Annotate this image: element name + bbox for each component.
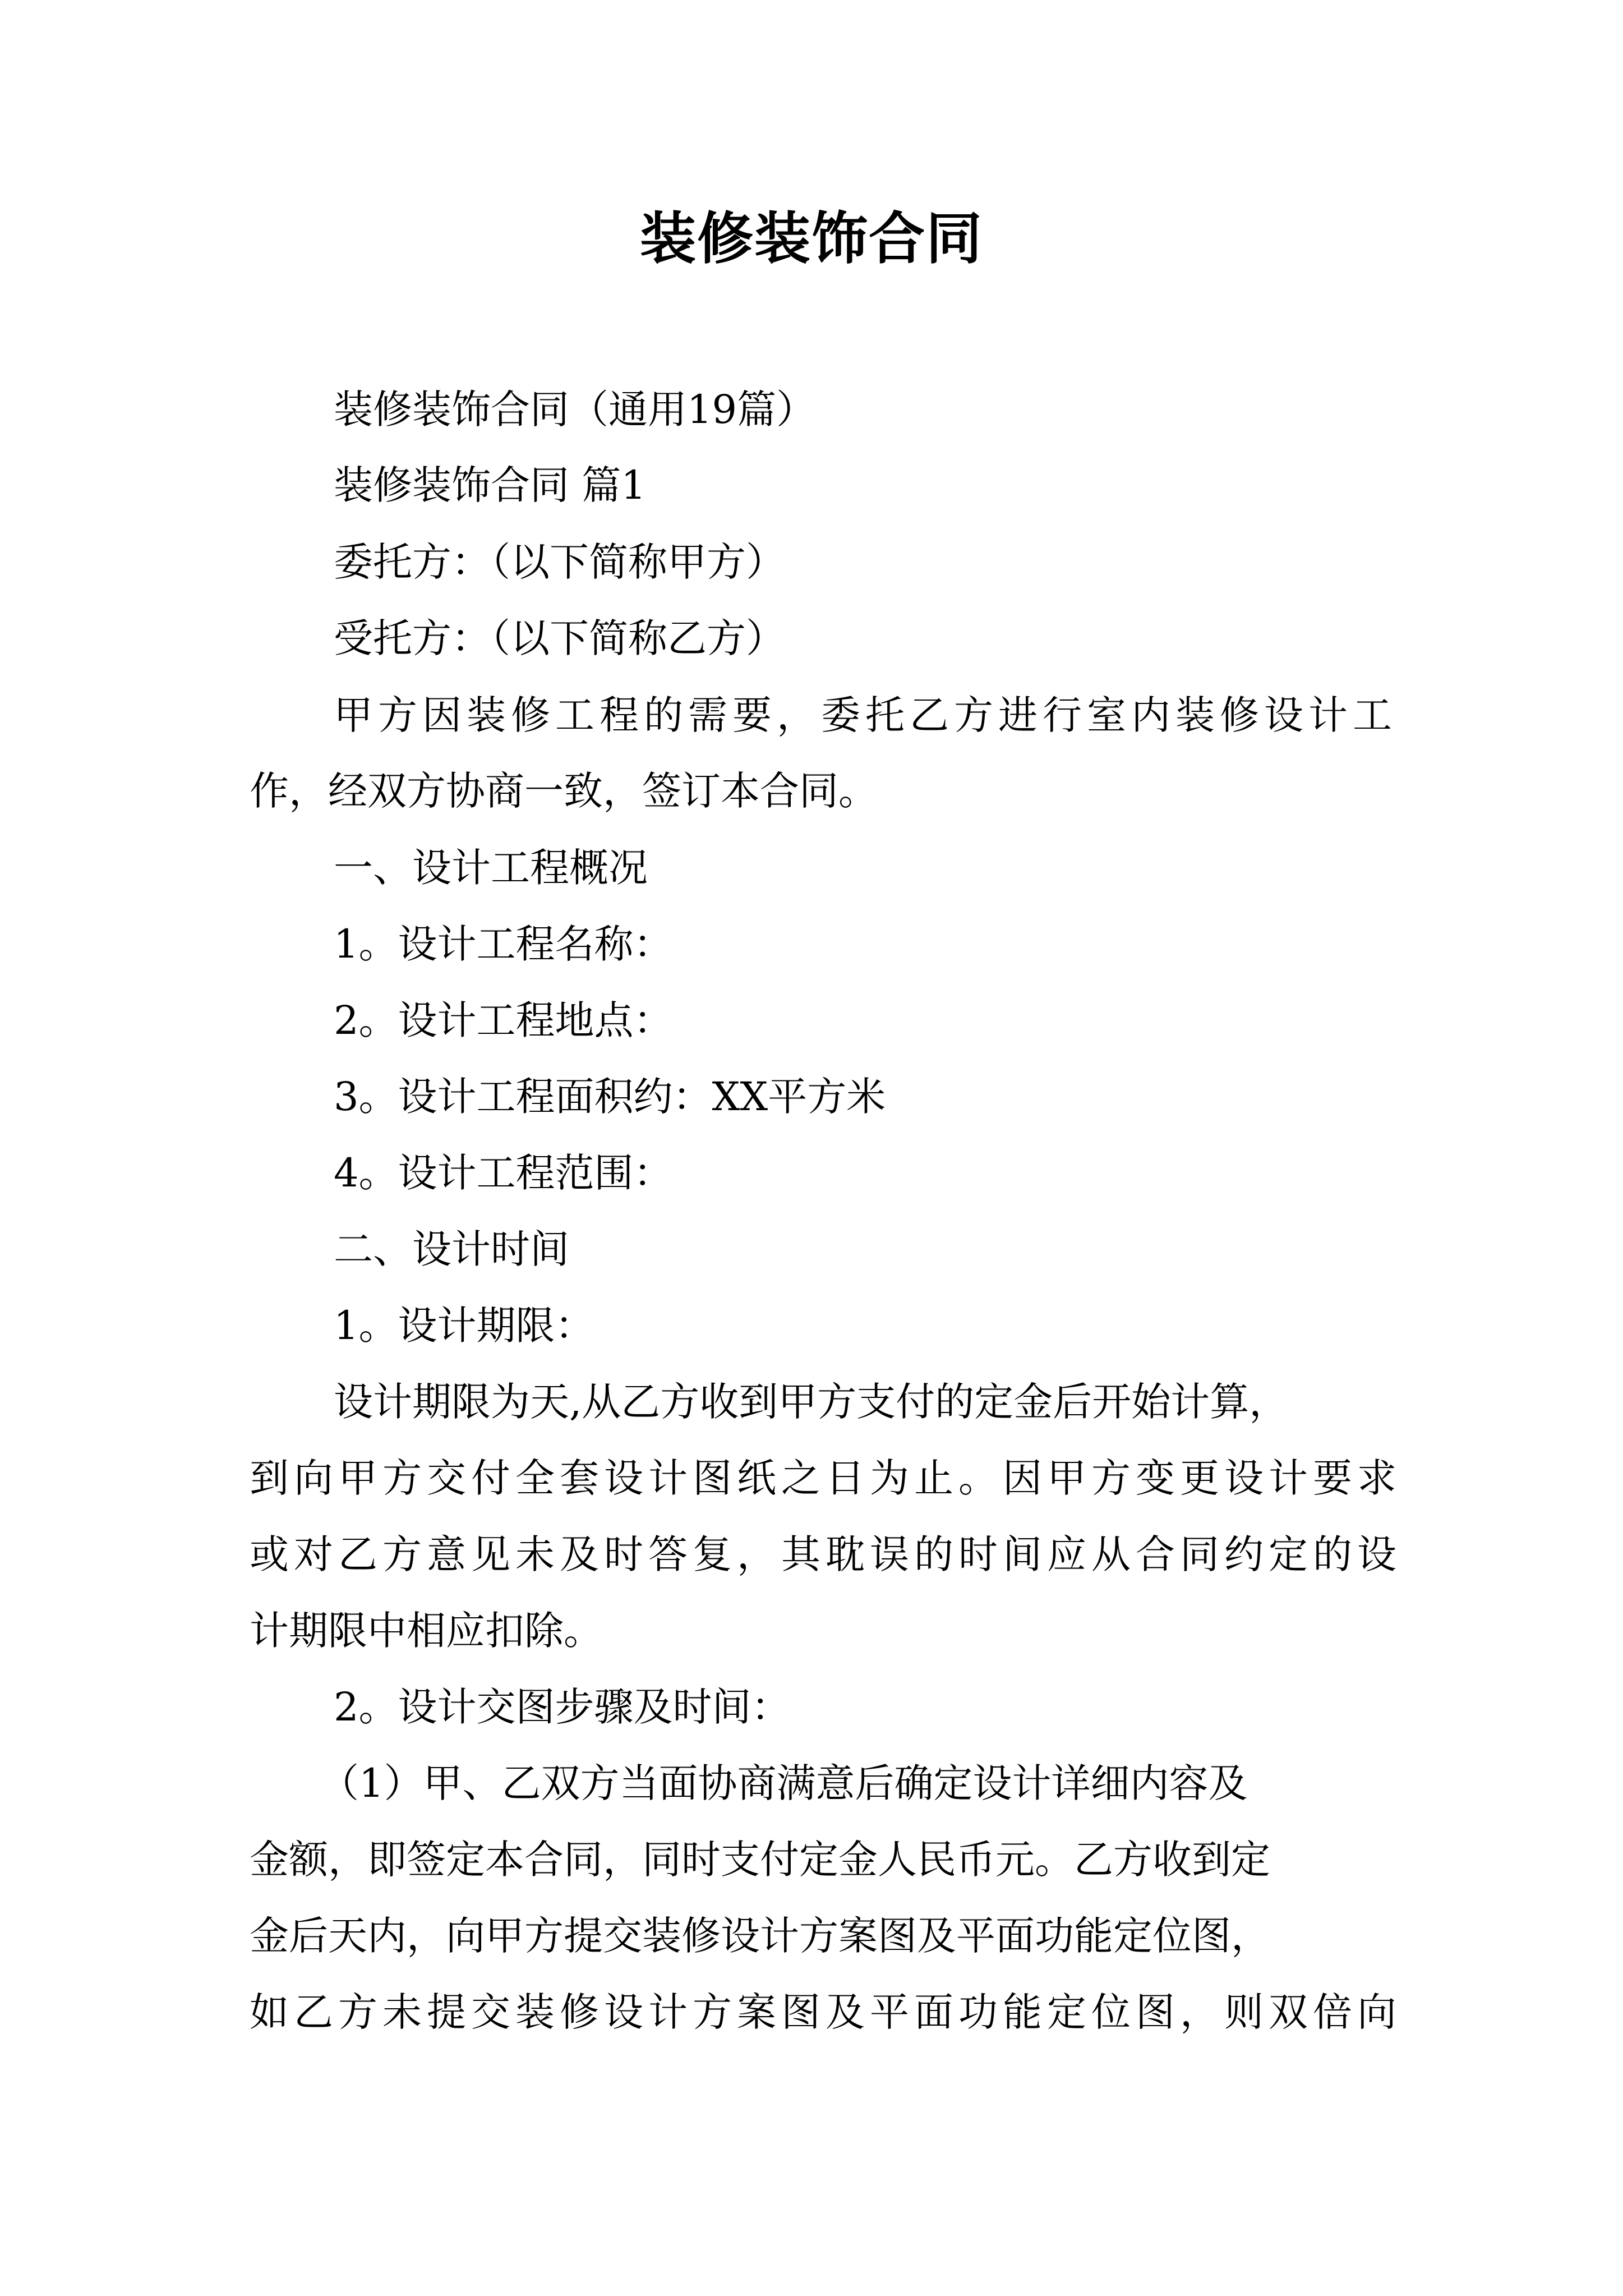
paragraph-line: 到向甲方交付全套设计图纸之日为止。因甲方变更设计要求: [250, 1455, 1401, 1501]
paragraph-line: 甲方因装修工程的需要，委托乙方进行室内装修设计工: [334, 692, 1397, 738]
paragraph-line: 2。设计工程地点：: [334, 997, 673, 1043]
paragraph-line: 受托方：（以下简称乙方）: [334, 615, 785, 661]
document-title: 装修装饰合同: [640, 205, 983, 272]
paragraph-line: 作，经双方协商一致，签订本合同。: [250, 768, 878, 814]
paragraph-line: 如乙方未提交装修设计方案图及平面功能定位图，则双倍向: [250, 1989, 1401, 2035]
paragraph-line: 1。设计工程名称：: [334, 921, 673, 967]
paragraph-line: 1。设计期限：: [334, 1303, 594, 1349]
paragraph-line: （1）甲、乙双方当面协商满意后确定设计详细内容及: [320, 1760, 1248, 1806]
paragraph-line: 装修装饰合同 篇1: [334, 462, 646, 508]
paragraph-line: 装修装饰合同（通用19篇）: [334, 386, 816, 432]
paragraph-line: 或对乙方意见未及时答复，其耽误的时间应从合同约定的设: [250, 1531, 1401, 1577]
paragraph-line: 设计期限为天,从乙方收到甲方支付的定金后开始计算，: [334, 1379, 1289, 1425]
paragraph-line: 3。设计工程面积约：XX平方米: [334, 1074, 886, 1120]
paragraph-line: 金额，即签定本合同，同时支付定金人民币元。乙方收到定: [250, 1837, 1270, 1883]
paragraph-line: 委托方：（以下简称甲方）: [334, 539, 785, 585]
paragraph-line: 金后天内，向甲方提交装修设计方案图及平面功能定位图，: [250, 1913, 1270, 1959]
paragraph-line: 计期限中相应扣除。: [250, 1608, 603, 1654]
section-heading: 一、设计工程概况: [334, 845, 648, 891]
paragraph-line: 2。设计交图步骤及时间：: [334, 1684, 791, 1730]
section-heading: 二、设计时间: [334, 1226, 569, 1272]
paragraph-line: 4。设计工程范围：: [334, 1150, 673, 1196]
